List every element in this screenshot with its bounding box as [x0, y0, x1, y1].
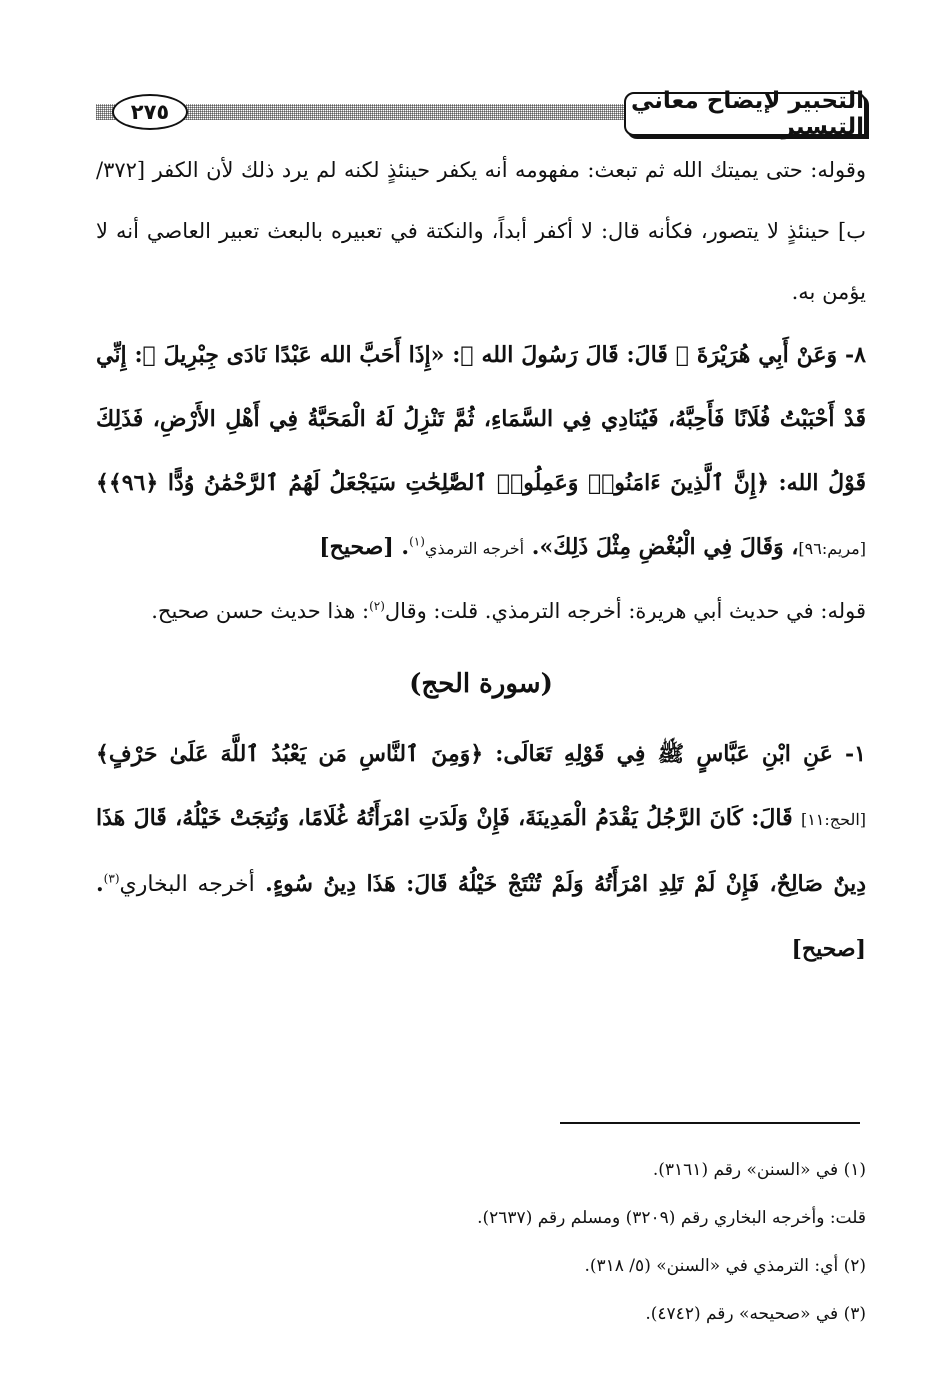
hadith-1-text-b: قَالَ: كَانَ الرَّجُلُ يَقْدَمُ الْمَدِينَةَ، فَإِنْ وَلَدَتِ امْرَأَتُهُ غُلَامًا، وَنُتِجَتْ خَيْلُهُ، قَالَ هَذَا دِينٌ صَالِحٌ، فَإِنْ لَمْ تَلِدِ امْرَأَتُهُ وَلَمْ تُنْتَجْ خَيْلُهُ قَالَ: هَذَا دِينُ سُوءٍ.	[96, 805, 866, 897]
hadith-8-ending: ، وَقَالَ فِي الْبُغْضِ مِثْلَ ذَلِكَ».	[531, 534, 799, 560]
hadith-1-source: أخرجه البخاري	[119, 872, 255, 897]
hadith-1-text-a: ١- عَنِ ابْنِ عَبَّاسٍ ﷺ فِي قَوْلِهِ تَعَالَى: ﴿وَمِنَ ٱلنَّاسِ مَن يَعْبُدُ ٱللَّهَ عَلَىٰ حَرْفٍ﴾	[96, 741, 866, 767]
hadith-8-quran-ref: [مريم:٩٦]	[798, 539, 866, 558]
footnote-marker-3: (٣)	[103, 871, 120, 886]
hadith-1-grade: . [صحيح]	[96, 871, 866, 962]
hadith-1	[96, 722, 866, 981]
footnote-marker-2: (٢)	[369, 599, 385, 613]
hadith-8-source: أخرجه الترمذي	[424, 539, 525, 558]
commentary-2-text-b: : هذا حديث حسن صحيح.	[151, 599, 370, 623]
page-body	[96, 140, 866, 981]
commentary-2-text-a: قوله: في حديث أبي هريرة: أخرجه الترمذي. قلت: وقال	[384, 599, 866, 623]
hadith-8	[96, 323, 866, 581]
running-header	[96, 88, 866, 140]
hadith-8-grade: . [صحيح]	[319, 534, 410, 560]
hadith-8-text: ٨- وَعَنْ أَبِي هُرَيْرَةَ ﷺ قَالَ: قَالَ رَسُولَ الله ﷺ: «إِذَا أَحَبَّ الله عَبْدًا نَادَى جِبْرِيلَ ﷺ: إِنِّي قَدْ أَحْبَبْتُ فُلَانًا فَأَحِبَّهُ، فَيُنَادِي فِي السَّمَاءِ، ثُمَّ تَنْزِلُ لَهُ الْمَحَبَّةُ فِي أَهْلِ الأَرْضِ، فَذَلِكَ قَوْلُ الله: ﴿إِنَّ ٱلَّذِينَ ءَامَنُوا۟ وَعَمِلُوا۟ ٱلصَّٰلِحَٰتِ سَيَجْعَلُ لَهُمُ ٱلرَّحْمَٰنُ وُدًّا ﴿٩٦﴾﴾	[96, 342, 866, 496]
footnote-1-continuation: قلت: وأخرجه البخاري رقم (٣٢٠٩) ومسلم رقم (٢٦٣٧).	[477, 1208, 866, 1228]
page-number: ٢٧٥	[112, 94, 188, 130]
commentary-paragraph-2	[96, 581, 866, 642]
commentary-paragraph-1: وقوله: حتى يميتك الله ثم تبعث: مفهومه أنه يكفر حينئذٍ لكنه لم يرد ذلك لأن الكفر [٣٧٢/ب] حينئذٍ لا يتصور، فكأنه قال: لا أكفر أبداً، والنكتة في تعبيره بالبعث تعبير العاصي أنه لا يؤمن به.	[96, 158, 866, 304]
surah-heading: (سورة الحج)	[409, 669, 553, 699]
footnote-3: (٣) في «صحيحه» رقم (٤٧٤٢).	[645, 1304, 866, 1324]
footnote-1: (١) في «السنن» رقم (٣١٦١).	[652, 1160, 866, 1180]
footnotes	[96, 1152, 866, 1344]
footnote-2: (٢) أي: الترمذي في «السنن» (٥/ ٣١٨).	[584, 1256, 866, 1276]
book-title: التحبير لإيضاح معاني التيسير	[624, 92, 866, 136]
footnote-marker-1: (١)	[409, 534, 425, 549]
hadith-1-quran-ref: [الحج:١١]	[800, 810, 866, 829]
footnote-separator	[560, 1122, 860, 1124]
